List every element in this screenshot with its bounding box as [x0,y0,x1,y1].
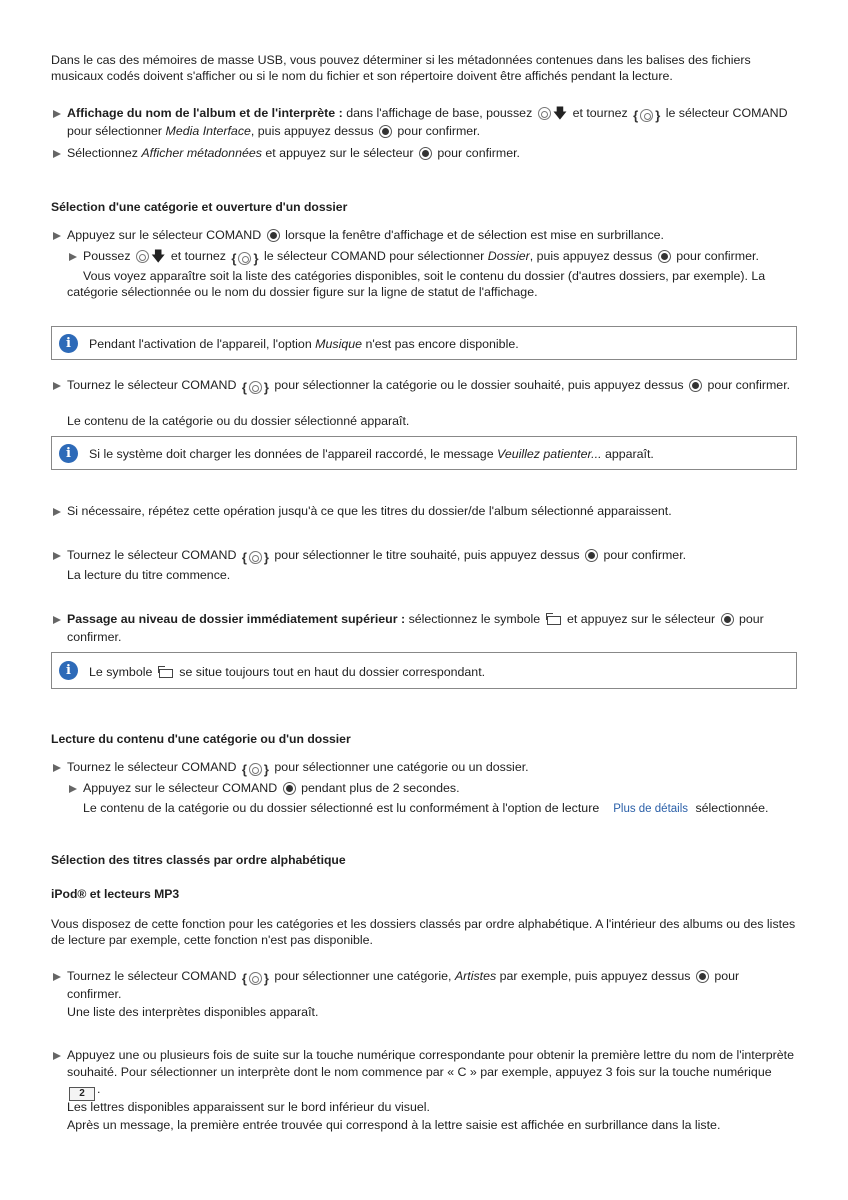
step-label: Passage au niveau de dossier immédiatement supérieur : [67,612,406,626]
press-knob-icon [379,125,392,138]
press-knob-icon [283,782,296,795]
rotate-selector-icon: { } [231,251,259,266]
press-knob-icon [658,250,671,263]
category-result-text: Le contenu de la catégorie ou du dossier sélectionné apparaît. [67,414,410,428]
letters-text: Les lettres disponibles apparaissent sur le bord inférieur du visuel. [67,1100,430,1114]
info-icon: i [59,661,78,680]
step-press-selector: Appuyez sur le sélecteur COMAND lorsque la fenêtre d'affichage et de sélection est mise en surbrillance. [51,227,796,245]
info-icon: i [59,334,78,353]
step-long-press: Appuyez sur le sélecteur COMAND pendant plus de 2 secondes. [67,780,796,798]
step-repeat: Si nécessaire, répétez cette opération jusqu'à ce que les titres du dossier/de l'album sélectionné apparaissent. [51,503,796,521]
more-details-link[interactable]: Plus de détails [613,803,689,815]
step-select-folder: Poussez 🡇 et tournez { } le sélecteur COMAND pour sélectionner Dossier, puis appuyez dessus pour confirmer. [67,248,796,266]
track-result-text: La lecture du titre commence. [67,568,231,582]
bullet-arrow-icon [53,232,61,240]
step-parent-folder: Passage au niveau de dossier immédiatement supérieur : sélectionnez le symbole et appuyez sur le sélecteur pour confirmer. [51,611,796,646]
bullet-arrow-icon [69,785,77,793]
subsection-heading: iPod® et lecteurs MP3 [51,887,180,901]
bullet-arrow-icon [53,552,61,560]
bullet-arrow-icon [53,150,61,158]
press-knob-icon [585,549,598,562]
step-select-metadata: Sélectionnez Afficher métadonnées et appuyez sur le sélecteur pour confirmer. [51,145,796,163]
bullet-arrow-icon [53,1052,61,1060]
info-icon: i [59,444,78,463]
step-label: Affichage du nom de l'album et de l'interprète : [67,106,343,120]
info-note-music [51,326,797,360]
press-knob-icon [267,229,280,242]
bullet-arrow-icon [53,508,61,516]
push-down-icon: 🡇 [538,107,567,120]
press-knob-icon [721,613,734,626]
first-entry-text: Après un message, la première entrée trouvée qui correspond à la lettre saisie est affichée en surbrillance dans la liste. [67,1118,721,1132]
step-number-key: Appuyez une ou plusieurs fois de suite sur la touche numérique correspondante pour obtenir la première lettre du nom de l'interprète souhaité. Pour sélectionner un interprète dont le nom commence par « C » par exemple, appuyez 3 fois sur la touche numérique 2 . [51,1047,796,1101]
folder-result-text: Vous voyez apparaître soit la liste des catégories disponibles, soit le contenu du dossier (d'autres dossiers, par exemple). La [83,269,766,283]
step-select-track: Tournez le sélecteur COMAND { } pour sélectionner le titre souhaité, puis appuyez dessus pour confirmer. [51,547,796,565]
press-knob-icon [689,379,702,392]
push-down-icon: 🡇 [136,250,165,263]
folder-up-icon [546,613,562,626]
rotate-selector-icon: { } [241,550,269,565]
bullet-arrow-icon [69,253,77,261]
press-knob-icon [696,970,709,983]
long-press-result: Le contenu de la catégorie ou du dossier sélectionné est lu conformément à l'option de lecture Plus de détails sélectionnée. [83,801,769,815]
folder-result-text-2: catégorie sélectionnée ou le nom du dossier figure sur la ligne de statut de l'affichage. [67,285,538,299]
folder-up-icon [158,666,174,679]
bullet-arrow-icon [53,110,61,118]
section-heading: Lecture du contenu d'une catégorie ou d'un dossier [51,732,351,746]
rotate-selector-icon: { } [241,762,269,777]
rotate-selector-icon: { } [241,380,269,395]
note-text: Pendant l'activation de l'appareil, l'option Musique n'est pas encore disponible. [89,337,519,351]
artists-result-text: Une liste des interprètes disponibles apparaît. [67,1005,319,1019]
rotate-selector-icon: { } [633,108,661,123]
section-heading: Sélection des titres classés par ordre alphabétique [51,853,346,867]
section-heading: Sélection d'une catégorie et ouverture d'un dossier [51,200,348,214]
intro-paragraph: Dans le cas des mémoires de masse USB, vous pouvez déterminer si les métadonnées contenues dans les balises des fichiers musicaux codés doivent s'afficher ou si le nom du fichier et son répertoire doivent être affichés pendant la lecture. [51,53,751,83]
bullet-arrow-icon [53,764,61,772]
number-key-icon: 2 [69,1087,95,1101]
note-text: Si le système doit charger les données de l'appareil raccordé, le message Veuillez patienter... apparaît. [89,447,654,461]
step-select-artists: Tournez le sélecteur COMAND { } pour sélectionner une catégorie, Artistes par exemple, puis appuyez dessus pour confirmer. [51,968,796,1003]
bullet-arrow-icon [53,616,61,624]
step-select-category: Tournez le sélecteur COMAND { } pour sélectionner la catégorie ou le dossier souhaité, puis appuyez dessus pour confirmer. [51,377,796,395]
alphabetical-paragraph: Vous disposez de cette fonction pour les catégories et les dossiers classés par ordre alphabétique. A l'intérieur des albums ou des listes de lecture par exemple, cette fonction n'est pas disponible. [51,917,796,947]
note-text: Le symbole se situe toujours tout en haut du dossier correspondant. [89,665,486,679]
bullet-arrow-icon [53,973,61,981]
bullet-arrow-icon [53,382,61,390]
step-album-artist-display: Affichage du nom de l'album et de l'interprète : dans l'affichage de base, poussez 🡇 et tournez { } le sélecteur COMAND pour sélectionner Media Interface, puis appuyez dessus pour confirmer. [51,105,796,140]
info-note-symbol [51,652,797,689]
info-note-loading [51,436,797,470]
rotate-selector-icon: { } [241,971,269,986]
press-knob-icon [419,147,432,160]
step-select-category-folder: Tournez le sélecteur COMAND { } pour sélectionner une catégorie ou un dossier. [51,759,796,777]
